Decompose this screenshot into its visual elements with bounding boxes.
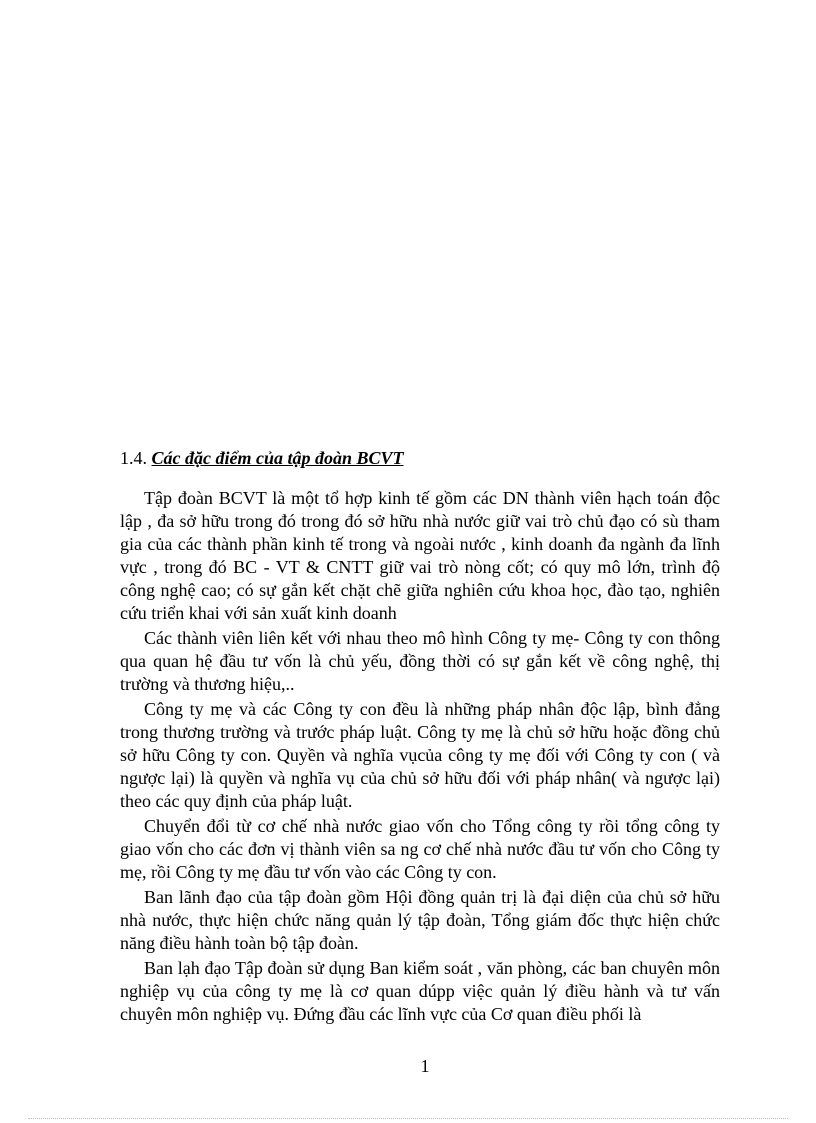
- section-title: Các đặc điểm của tập đoàn BCVT: [151, 448, 404, 468]
- section-heading: [120, 446, 404, 470]
- body-text: [120, 487, 720, 1026]
- paragraph: Chuyển đổi từ cơ chế nhà nước giao vốn cho Tổng công ty rồi tổng công ty giao vốn cho các đơn vị thành viên sa ng cơ chế nhà nước đầu tư vốn cho Công ty mẹ, rồi Công ty mẹ đầu tư vốn vào các Công ty con.: [120, 816, 720, 882]
- page-number: 1: [420, 1056, 430, 1076]
- paragraph: Ban lãnh đạo của tập đoàn gồm Hội đồng quản trị là đại diện của chủ sở hữu nhà nước, thực hiện chức năng quản lý tập đoàn, Tổng giám đốc thực hiện chức năng điều hành toàn bộ tập đoàn.: [120, 887, 720, 953]
- paragraph: Tập đoàn BCVT là một tổ hợp kinh tế gồm các DN thành viên hạch toán độc lập , đa sở hữu trong đó trong đó sở hữu nhà nước giữ vai trò chủ đạo có sù tham gia của các thành phần kinh tế trong và ngoài nước , kinh doanh đa ngành đa lĩnh vực , trong đó BC - VT & CNTT giữ vai trò nòng cốt; có quy mô lớn, trình độ công nghệ cao; có sự gắn kết chặt chẽ giữa nghiên cứu khoa học, đào tạo, nghiên cứu triển khai với sản xuất kinh doanh: [120, 488, 720, 623]
- paragraph: Các thành viên liên kết với nhau theo mô hình Công ty mẹ- Công ty con thông qua quan hệ đầu tư vốn là chủ yếu, đồng thời có sự gắn kết về công nghệ, thị trường và thương hiệu,..: [120, 628, 720, 694]
- paragraph: Ban lạh đạo Tập đoàn sử dụng Ban kiểm soát , văn phòng, các ban chuyên môn nghiệp vụ của công ty mẹ là cơ quan dúpp việc quản lý điều hành và tư vấn chuyên môn nghiệp vụ. Đứng đầu các lĩnh vực của Cơ quan điều phối là: [120, 958, 720, 1024]
- section-number: 1.4.: [120, 448, 147, 468]
- paragraph: Công ty mẹ và các Công ty con đều là những pháp nhân độc lập, bình đẳng trong thương trường và trước pháp luật. Công ty mẹ là chủ sở hữu hoặc đồng chủ sở hữu Công ty con. Quyền và nghĩa vụcủa công ty mẹ đối với Công ty con ( và ngược lại) là quyền và nghĩa vụ của chủ sở hữu đối với pháp nhân( và ngược lại) theo các quy định của pháp luật.: [120, 699, 720, 811]
- page-bottom-divider: [28, 1118, 788, 1119]
